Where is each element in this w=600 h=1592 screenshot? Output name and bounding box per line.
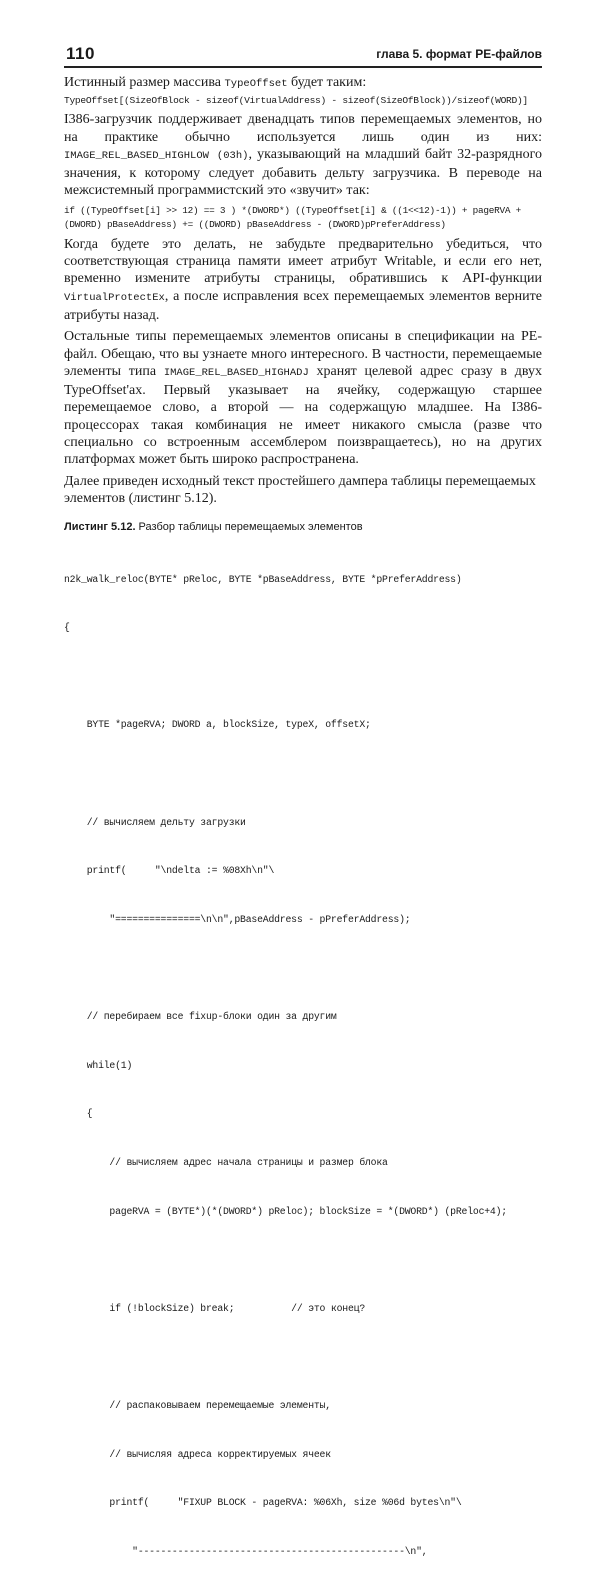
paragraph-2-text-a: I386-загрузчик поддерживает двенадцать типов перемещаемых элементов, но на практике обычно используется лишь один из них:: [64, 112, 542, 145]
code-line: "===============\n\n",pBaseAddress - pPreferAddress);: [64, 913, 411, 925]
code-line: [64, 1349, 542, 1365]
formula-fixup: [64, 204, 542, 232]
page-header: [64, 44, 542, 68]
code-line: BYTE *pageRVA; DWORD a, blockSize, typeX, offsetX;: [64, 719, 371, 731]
formula-fixup-line-1: if ((TypeOffset[i] >> 12) == 3 ) *(DWORD*) ((TypeOffset[i] & ((1<<12)-1)) + pageRVA +: [64, 204, 521, 216]
chapter-title: глава 5. формат PE-файлов: [376, 47, 542, 61]
code-line: "-----------------------------------------------\n",: [64, 1545, 428, 1557]
paragraph-3: [64, 236, 542, 324]
code-line: [64, 961, 542, 977]
paragraph-3-code: VirtualProtectEx: [64, 291, 165, 304]
code-line: pageRVA = (BYTE*)(*(DWORD*) pReloc); blockSize = *(DWORD*) (pReloc+4);: [64, 1205, 507, 1217]
paragraph-3-text-b: , а после исправления всех перемещаемых элементов верните атрибуты назад.: [64, 288, 542, 323]
listing-label: Листинг 5.12.: [64, 521, 136, 534]
code-line: printf( "FIXUP BLOCK - pageRVA: %06Xh, size %06d bytes\n"\: [64, 1497, 462, 1509]
paragraph-4-text-a: Остальные типы перемещаемых элементов описаны в спецификации на PE-файл. Обещаю, что вы узнаете много интересного. В частности, перемещаемые элементы типа: [64, 329, 542, 379]
code-line: [64, 669, 542, 685]
code-line: // перебираем все fixup-блоки один за другим: [64, 1011, 337, 1023]
code-line: printf( "\ndelta := %08Xh\n"\: [64, 865, 275, 877]
code-line: [64, 1252, 542, 1268]
formula-type-offset: TypeOffset[(SizeOfBlock - sizeof(VirtualAddress) - sizeof(SizeOfBlock))/sizeof(WORD)]: [64, 95, 528, 107]
code-line: // распаковываем перемещаемые элементы,: [64, 1400, 331, 1411]
paragraph-3-text-a: Когда будете это делать, не забудьте предварительно убедиться, что соответствующая страница памяти имеет атрибут Writable, и если его нет, временно измените атрибуты страницы, обратившись к API-функции: [64, 236, 542, 287]
paragraph-1-text-a: Истинный размер массива: [64, 75, 225, 90]
code-line: // вычисляем дельту загрузки: [64, 816, 246, 828]
paragraph-1-code: TypeOffset: [224, 78, 288, 90]
code-listing: [64, 539, 542, 1592]
listing-caption: [64, 521, 542, 533]
page-body: [64, 74, 542, 1592]
code-line: [64, 766, 542, 782]
code-line: {: [64, 1108, 93, 1120]
code-line: {: [64, 622, 70, 634]
code-line: n2k_walk_reloc(BYTE* pReloc, BYTE *pBaseAddress, BYTE *pPreferAddress): [64, 573, 462, 585]
code-line: if (!blockSize) break; // это конец?: [64, 1302, 365, 1314]
paragraph-1: [64, 74, 542, 93]
paragraph-4-code: IMAGE_REL_BASED_HIGHADJ: [163, 366, 309, 379]
code-line: while(1): [64, 1059, 133, 1071]
paragraph-4-text-b: хранят целевой адрес сразу в двух TypeOffset'ах. Первый указывает на ячейку, содержащую старшее перемещаемое слово, а второй — на содержащую младшее. На I386-процессорах такая комбинация не имеет никакого смысла (разве что специально со встроенным ассемблером поизвращаетесь), но на других платформах может быть широко распространена.: [64, 363, 542, 468]
code-line: // вычисляя адреса корректируемых ячеек: [64, 1448, 331, 1460]
paragraph-4: [64, 328, 542, 468]
paragraph-5: Далее приведен исходный текст простейшего дампера таблицы перемещаемых элементов (листинг 5.12).: [64, 473, 536, 506]
paragraph-2-text-b: , указывающий на младший байт 32-разрядного значения, к которому следует добавить дельту загрузчика. В переводе на межсистемный программистский это «звучит» так:: [64, 146, 542, 199]
page-number: 110: [66, 44, 95, 63]
paragraph-2-code: IMAGE_REL_BASED_HIGHLOW (03h): [64, 149, 249, 162]
listing-caption-text: Разбор таблицы перемещаемых элементов: [135, 521, 363, 534]
formula-fixup-line-2: (DWORD) pBaseAddress) += ((DWORD) pBaseAddress - (DWORD)pPreferAddress): [64, 218, 446, 230]
paragraph-1-text-b: будет таким:: [287, 75, 367, 90]
paragraph-2: [64, 111, 542, 199]
code-line: // вычисляем адрес начала страницы и размер блока: [64, 1156, 388, 1168]
